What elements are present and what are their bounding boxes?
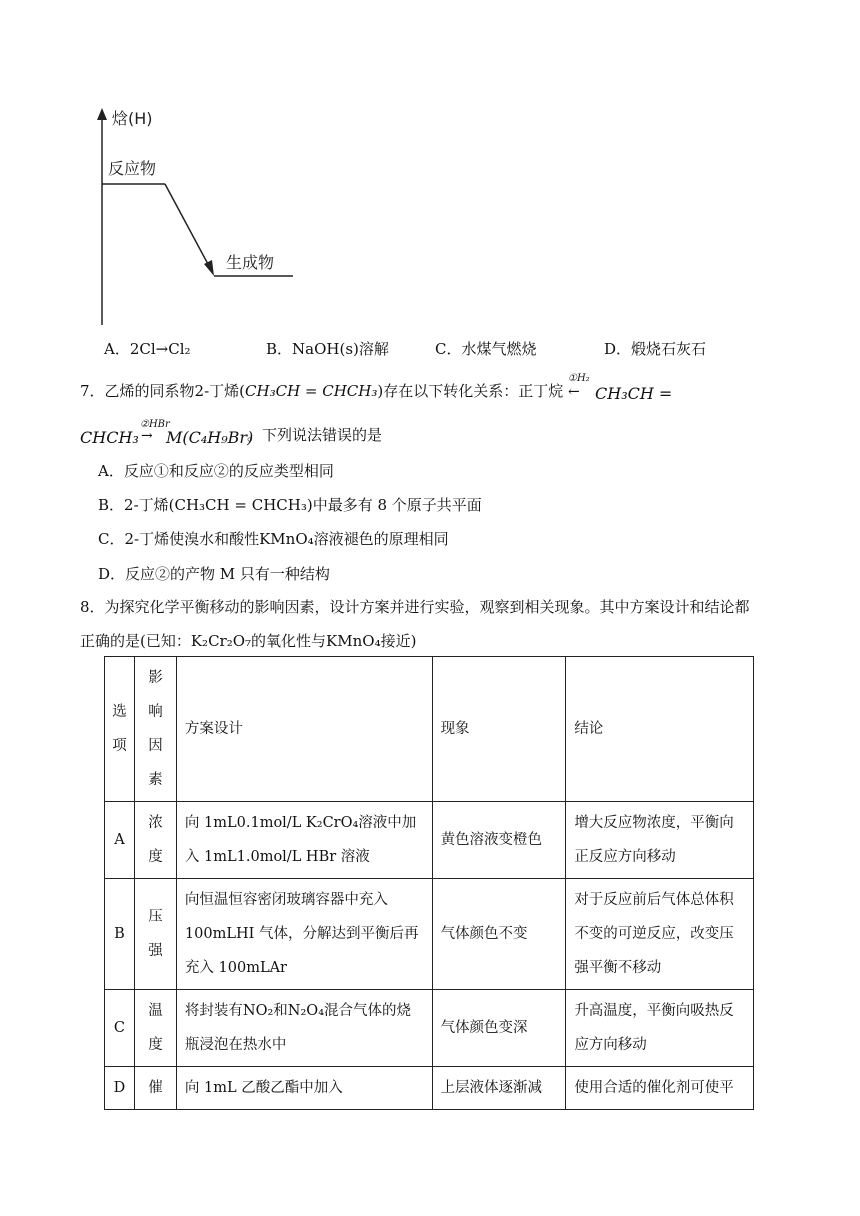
- row-phenomenon: 气体颜色不变: [432, 879, 566, 990]
- q7-line2-start: CHCH₃: [80, 428, 139, 447]
- row-option: D: [105, 1067, 135, 1110]
- header-design: 方案设计: [176, 657, 432, 802]
- y-axis-label: 焓(H): [112, 109, 153, 128]
- y-axis-arrow: [97, 108, 107, 120]
- table-row: [105, 1067, 754, 1110]
- q7-stem-formula: CH₃CH = CHCH₃: [245, 382, 378, 400]
- q8-stem-line2: 正确的是(已知：K₂Cr₂O₇的氧化性与KMnO₄接近): [80, 632, 417, 650]
- row-factor: 温度: [148, 1003, 163, 1053]
- row-phenomenon: 上层液体逐渐减: [432, 1067, 566, 1110]
- q7-option-c: C．2-丁烯使溴水和酸性KMnO₄溶液褪色的原理相同: [98, 530, 449, 548]
- row-phenomenon: 黄色溶液变橙色: [432, 802, 566, 879]
- reactant-label: 反应物: [108, 159, 157, 178]
- row-design: 将封装有NO₂和N₂O₄混合气体的烧瓶浸泡在热水中: [176, 990, 432, 1067]
- table-row: [105, 990, 754, 1067]
- q7-arrow2: →: [141, 428, 153, 444]
- row-conclusion: 对于反应前后气体总体积不变的可逆反应，改变压强平衡不移动: [566, 879, 754, 990]
- row-conclusion: 使用合适的催化剂可使平: [566, 1067, 754, 1110]
- table-row: [105, 879, 754, 990]
- enthalpy-diagram: [80, 100, 320, 330]
- row-option: A: [105, 802, 135, 879]
- row-factor: 浓度: [148, 815, 163, 865]
- q7-arrow1: ←: [568, 384, 580, 400]
- q7-option-a: A．反应①和反应②的反应类型相同: [98, 462, 334, 480]
- q6-option-b: B．NaOH(s)溶解: [266, 340, 389, 358]
- row-conclusion: 增大反应物浓度，平衡向正反应方向移动: [566, 802, 754, 879]
- header-option: 选项: [112, 704, 127, 754]
- row-factor: 压强: [148, 909, 163, 959]
- table-row: [105, 802, 754, 879]
- table-header-row: [105, 657, 754, 802]
- row-design: 向 1mL 乙酸乙酯中加入: [176, 1067, 432, 1110]
- q7-stem-prefix: 7．乙烯的同系物2-丁烯(: [80, 382, 246, 400]
- row-conclusion: 升高温度，平衡向吸热反应方向移动: [566, 990, 754, 1067]
- header-phenomenon: 现象: [432, 657, 566, 802]
- reaction-arrow-line: [165, 184, 209, 266]
- row-design: 向 1mL0.1mol/L K₂CrO₄溶液中加入 1mL1.0mol/L HBr 溶液: [176, 802, 432, 879]
- header-conclusion: 结论: [566, 657, 754, 802]
- q6-option-a: A．2Cl→Cl₂: [104, 340, 191, 358]
- product-label: 生成物: [226, 253, 275, 272]
- q7-stem-line1: [80, 380, 563, 401]
- header-factor: 影响因素: [148, 670, 163, 788]
- q7-arrow2-label: ②HBr: [140, 419, 170, 430]
- q7-stem-mid: )存在以下转化关系：正丁烷: [377, 382, 564, 400]
- q7-option-d: D．反应②的产物 M 只有一种结构: [98, 565, 330, 583]
- q8-stem-line1: 8．为探究化学平衡移动的影响因素，设计方案并进行实验，观察到相关现象。其中方案设计和结论都: [80, 598, 750, 616]
- q6-option-c: C．水煤气燃烧: [435, 340, 537, 358]
- q7-option-b: B．2-丁烯(CH₃CH = CHCH₃)中最多有 8 个原子共平面: [98, 496, 482, 514]
- q7-line1-end: CH₃CH =: [595, 384, 673, 403]
- row-phenomenon: 气体颜色变深: [432, 990, 566, 1067]
- q7-arrow1-label: ①H₂: [568, 373, 590, 384]
- row-factor: 催: [148, 1080, 163, 1096]
- q6-option-d: D．煅烧石灰石: [604, 340, 707, 358]
- row-option: B: [105, 879, 135, 990]
- row-design: 向恒温恒容密闭玻璃容器中充入100mLHI 气体，分解达到平衡后再充入 100mLAr: [176, 879, 432, 990]
- q7-line2-end: 。下列说法错误的是: [247, 426, 383, 444]
- row-option: C: [105, 990, 135, 1067]
- q8-table: [104, 656, 754, 1110]
- reaction-arrow-head: [204, 260, 214, 276]
- q7-product: M(C₄H₉Br): [166, 428, 254, 447]
